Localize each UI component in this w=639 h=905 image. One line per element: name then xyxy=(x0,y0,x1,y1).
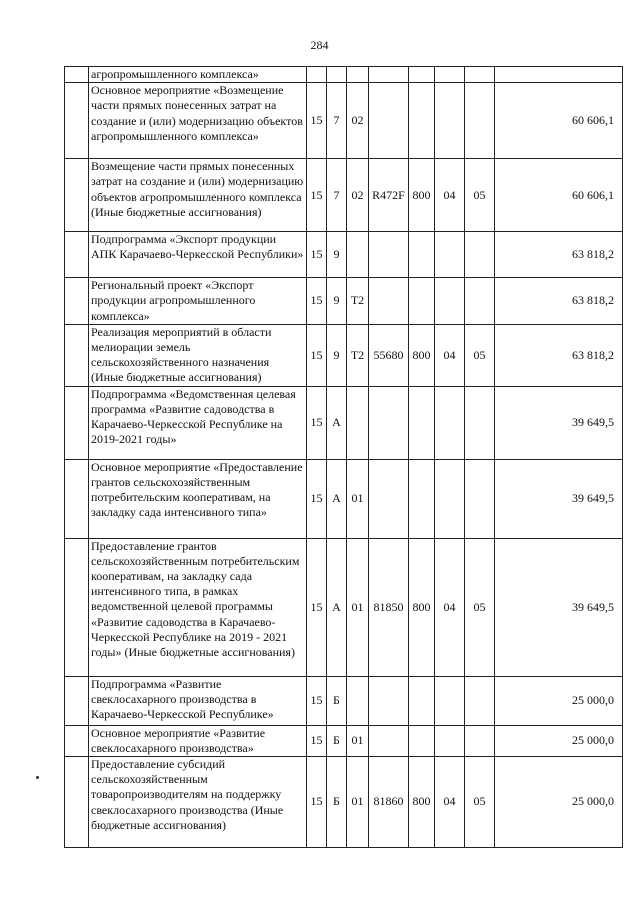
row-cost-code: 55680 xyxy=(369,324,409,386)
row-amount: 39 649,5 xyxy=(495,386,623,459)
row-subprogram-code: 9 xyxy=(327,232,347,278)
table-row xyxy=(65,67,623,83)
row-direction-code xyxy=(347,67,369,83)
row-program-code: 15 xyxy=(307,159,327,232)
row-direction-code: 01 xyxy=(347,725,369,756)
row-program-code: 15 xyxy=(307,83,327,159)
row-program-code: 15 xyxy=(307,538,327,676)
row-direction-code xyxy=(347,676,369,725)
row-subprogram-code: 9 xyxy=(327,278,347,325)
row-program-code: 15 xyxy=(307,676,327,725)
row-program-code: 15 xyxy=(307,725,327,756)
row-subsection xyxy=(465,725,495,756)
row-expense-type: 800 xyxy=(409,159,435,232)
row-name: Возмещение части прямых понесенных затрат на создание и (или) модернизацию объектов агропромышленного комплекса (Иные бюджетные ассигнования) xyxy=(89,159,307,232)
row-cost-code: R472F xyxy=(369,159,409,232)
row-cost-code: 81850 xyxy=(369,538,409,676)
table-row xyxy=(65,757,623,848)
row-subprogram-code xyxy=(327,67,347,83)
row-expense-type xyxy=(409,278,435,325)
row-section: 04 xyxy=(435,159,465,232)
row-section xyxy=(435,83,465,159)
table-row xyxy=(65,278,623,325)
row-section: 04 xyxy=(435,757,465,848)
row-subsection xyxy=(465,278,495,325)
row-section xyxy=(435,278,465,325)
row-section: 04 xyxy=(435,324,465,386)
page-number: 284 xyxy=(310,38,329,52)
row-subsection: 05 xyxy=(465,159,495,232)
row-subprogram-code: А xyxy=(327,386,347,459)
row-subprogram-code: 9 xyxy=(327,324,347,386)
row-expense-type xyxy=(409,459,435,538)
row-index-cell xyxy=(65,459,89,538)
row-direction-code xyxy=(347,232,369,278)
table-row xyxy=(65,459,623,538)
row-amount: 60 606,1 xyxy=(495,159,623,232)
row-subsection xyxy=(465,232,495,278)
row-direction-code: 02 xyxy=(347,159,369,232)
row-expense-type xyxy=(409,232,435,278)
row-name: Подпрограмма «Экспорт продукции АПК Карачаево-Черкесской Республики» xyxy=(89,232,307,278)
row-section xyxy=(435,67,465,83)
row-subsection: 05 xyxy=(465,538,495,676)
row-expense-type xyxy=(409,83,435,159)
row-direction-code: 01 xyxy=(347,757,369,848)
row-cost-code xyxy=(369,278,409,325)
row-program-code: 15 xyxy=(307,459,327,538)
row-index-cell xyxy=(65,159,89,232)
row-name: Предоставление грантов сельскохозяйственным потребительским кооперативам, на закладку сада интенсивного типа, в рамках ведомственной целевой программы «Развитие садоводства в Карачаево-Черкесской Республике на 2019 - 2021 годы» (Иные бюджетные ассигнования) xyxy=(89,538,307,676)
table-row xyxy=(65,159,623,232)
row-section xyxy=(435,676,465,725)
row-direction-code: 02 xyxy=(347,83,369,159)
row-program-code: 15 xyxy=(307,757,327,848)
row-name: Основное мероприятие «Развитие свеклосахарного производства» xyxy=(89,725,307,756)
row-subprogram-code: 7 xyxy=(327,159,347,232)
row-program-code: 15 xyxy=(307,324,327,386)
row-name: Основное мероприятие «Возмещение части прямых понесенных затрат на создание и (или) модернизацию объектов агропромышленного комплекса» xyxy=(89,83,307,159)
row-amount: 60 606,1 xyxy=(495,83,623,159)
row-direction-code: 01 xyxy=(347,459,369,538)
row-name: Предоставление субсидий сельскохозяйственным товаропроизводителям на поддержку свеклосахарного производства (Иные бюджетные ассигнования) xyxy=(89,757,307,848)
row-section xyxy=(435,725,465,756)
row-direction-code: 01 xyxy=(347,538,369,676)
row-direction-code xyxy=(347,386,369,459)
row-subprogram-code: Б xyxy=(327,725,347,756)
row-cost-code xyxy=(369,386,409,459)
row-name: Основное мероприятие «Предоставление грантов сельскохозяйственным потребительским кооперативам, на закладку сада интенсивного типа» xyxy=(89,459,307,538)
row-amount: 25 000,0 xyxy=(495,676,623,725)
row-program-code: 15 xyxy=(307,278,327,325)
row-subsection xyxy=(465,386,495,459)
row-direction-code: Т2 xyxy=(347,278,369,325)
row-subprogram-code: Б xyxy=(327,757,347,848)
scan-artifact-dot xyxy=(36,776,39,779)
row-section xyxy=(435,386,465,459)
row-name: Подпрограмма «Ведомственная целевая программа «Развитие садоводства в Карачаево-Черкесской Республике на 2019-2021 годы» xyxy=(89,386,307,459)
row-cost-code xyxy=(369,67,409,83)
row-index-cell xyxy=(65,386,89,459)
row-name: Региональный проект «Экспорт продукции агропромышленного комплекса» xyxy=(89,278,307,325)
table-row xyxy=(65,386,623,459)
row-index-cell xyxy=(65,676,89,725)
row-index-cell xyxy=(65,83,89,159)
row-amount: 39 649,5 xyxy=(495,538,623,676)
table-row xyxy=(65,232,623,278)
row-cost-code xyxy=(369,232,409,278)
row-amount xyxy=(495,67,623,83)
row-section: 04 xyxy=(435,538,465,676)
row-amount: 25 000,0 xyxy=(495,725,623,756)
row-name: агропромышленного комплекса» xyxy=(89,67,307,83)
table-row xyxy=(65,324,623,386)
row-expense-type xyxy=(409,725,435,756)
row-subsection xyxy=(465,83,495,159)
row-expense-type xyxy=(409,386,435,459)
row-amount: 39 649,5 xyxy=(495,459,623,538)
table-row xyxy=(65,538,623,676)
row-subprogram-code: А xyxy=(327,459,347,538)
row-cost-code xyxy=(369,83,409,159)
row-cost-code xyxy=(369,725,409,756)
row-expense-type: 800 xyxy=(409,538,435,676)
row-index-cell xyxy=(65,67,89,83)
row-name: Реализация мероприятий в области мелиорации земель сельскохозяйственного назначения (Иные бюджетные ассигнования) xyxy=(89,324,307,386)
row-amount: 63 818,2 xyxy=(495,324,623,386)
row-program-code: 15 xyxy=(307,232,327,278)
row-cost-code xyxy=(369,459,409,538)
row-section xyxy=(435,232,465,278)
row-subprogram-code: 7 xyxy=(327,83,347,159)
row-section xyxy=(435,459,465,538)
row-amount: 63 818,2 xyxy=(495,232,623,278)
row-cost-code: 81860 xyxy=(369,757,409,848)
table-row xyxy=(65,725,623,756)
row-expense-type: 800 xyxy=(409,757,435,848)
row-program-code xyxy=(307,67,327,83)
table-row xyxy=(65,83,623,159)
row-cost-code xyxy=(369,676,409,725)
row-program-code: 15 xyxy=(307,386,327,459)
row-subprogram-code: Б xyxy=(327,676,347,725)
row-subsection xyxy=(465,67,495,83)
row-expense-type xyxy=(409,676,435,725)
row-amount: 25 000,0 xyxy=(495,757,623,848)
row-subsection xyxy=(465,676,495,725)
row-subsection xyxy=(465,459,495,538)
row-index-cell xyxy=(65,232,89,278)
row-index-cell xyxy=(65,538,89,676)
budget-table xyxy=(64,66,623,848)
row-index-cell xyxy=(65,757,89,848)
row-index-cell xyxy=(65,278,89,325)
row-name: Подпрограмма «Развитие свеклосахарного производства в Карачаево-Черкесской Республике» xyxy=(89,676,307,725)
row-subsection: 05 xyxy=(465,757,495,848)
row-index-cell xyxy=(65,324,89,386)
row-expense-type: 800 xyxy=(409,324,435,386)
row-expense-type xyxy=(409,67,435,83)
table-row xyxy=(65,676,623,725)
row-subprogram-code: А xyxy=(327,538,347,676)
row-direction-code: Т2 xyxy=(347,324,369,386)
row-amount: 63 818,2 xyxy=(495,278,623,325)
row-subsection: 05 xyxy=(465,324,495,386)
row-index-cell xyxy=(65,725,89,756)
